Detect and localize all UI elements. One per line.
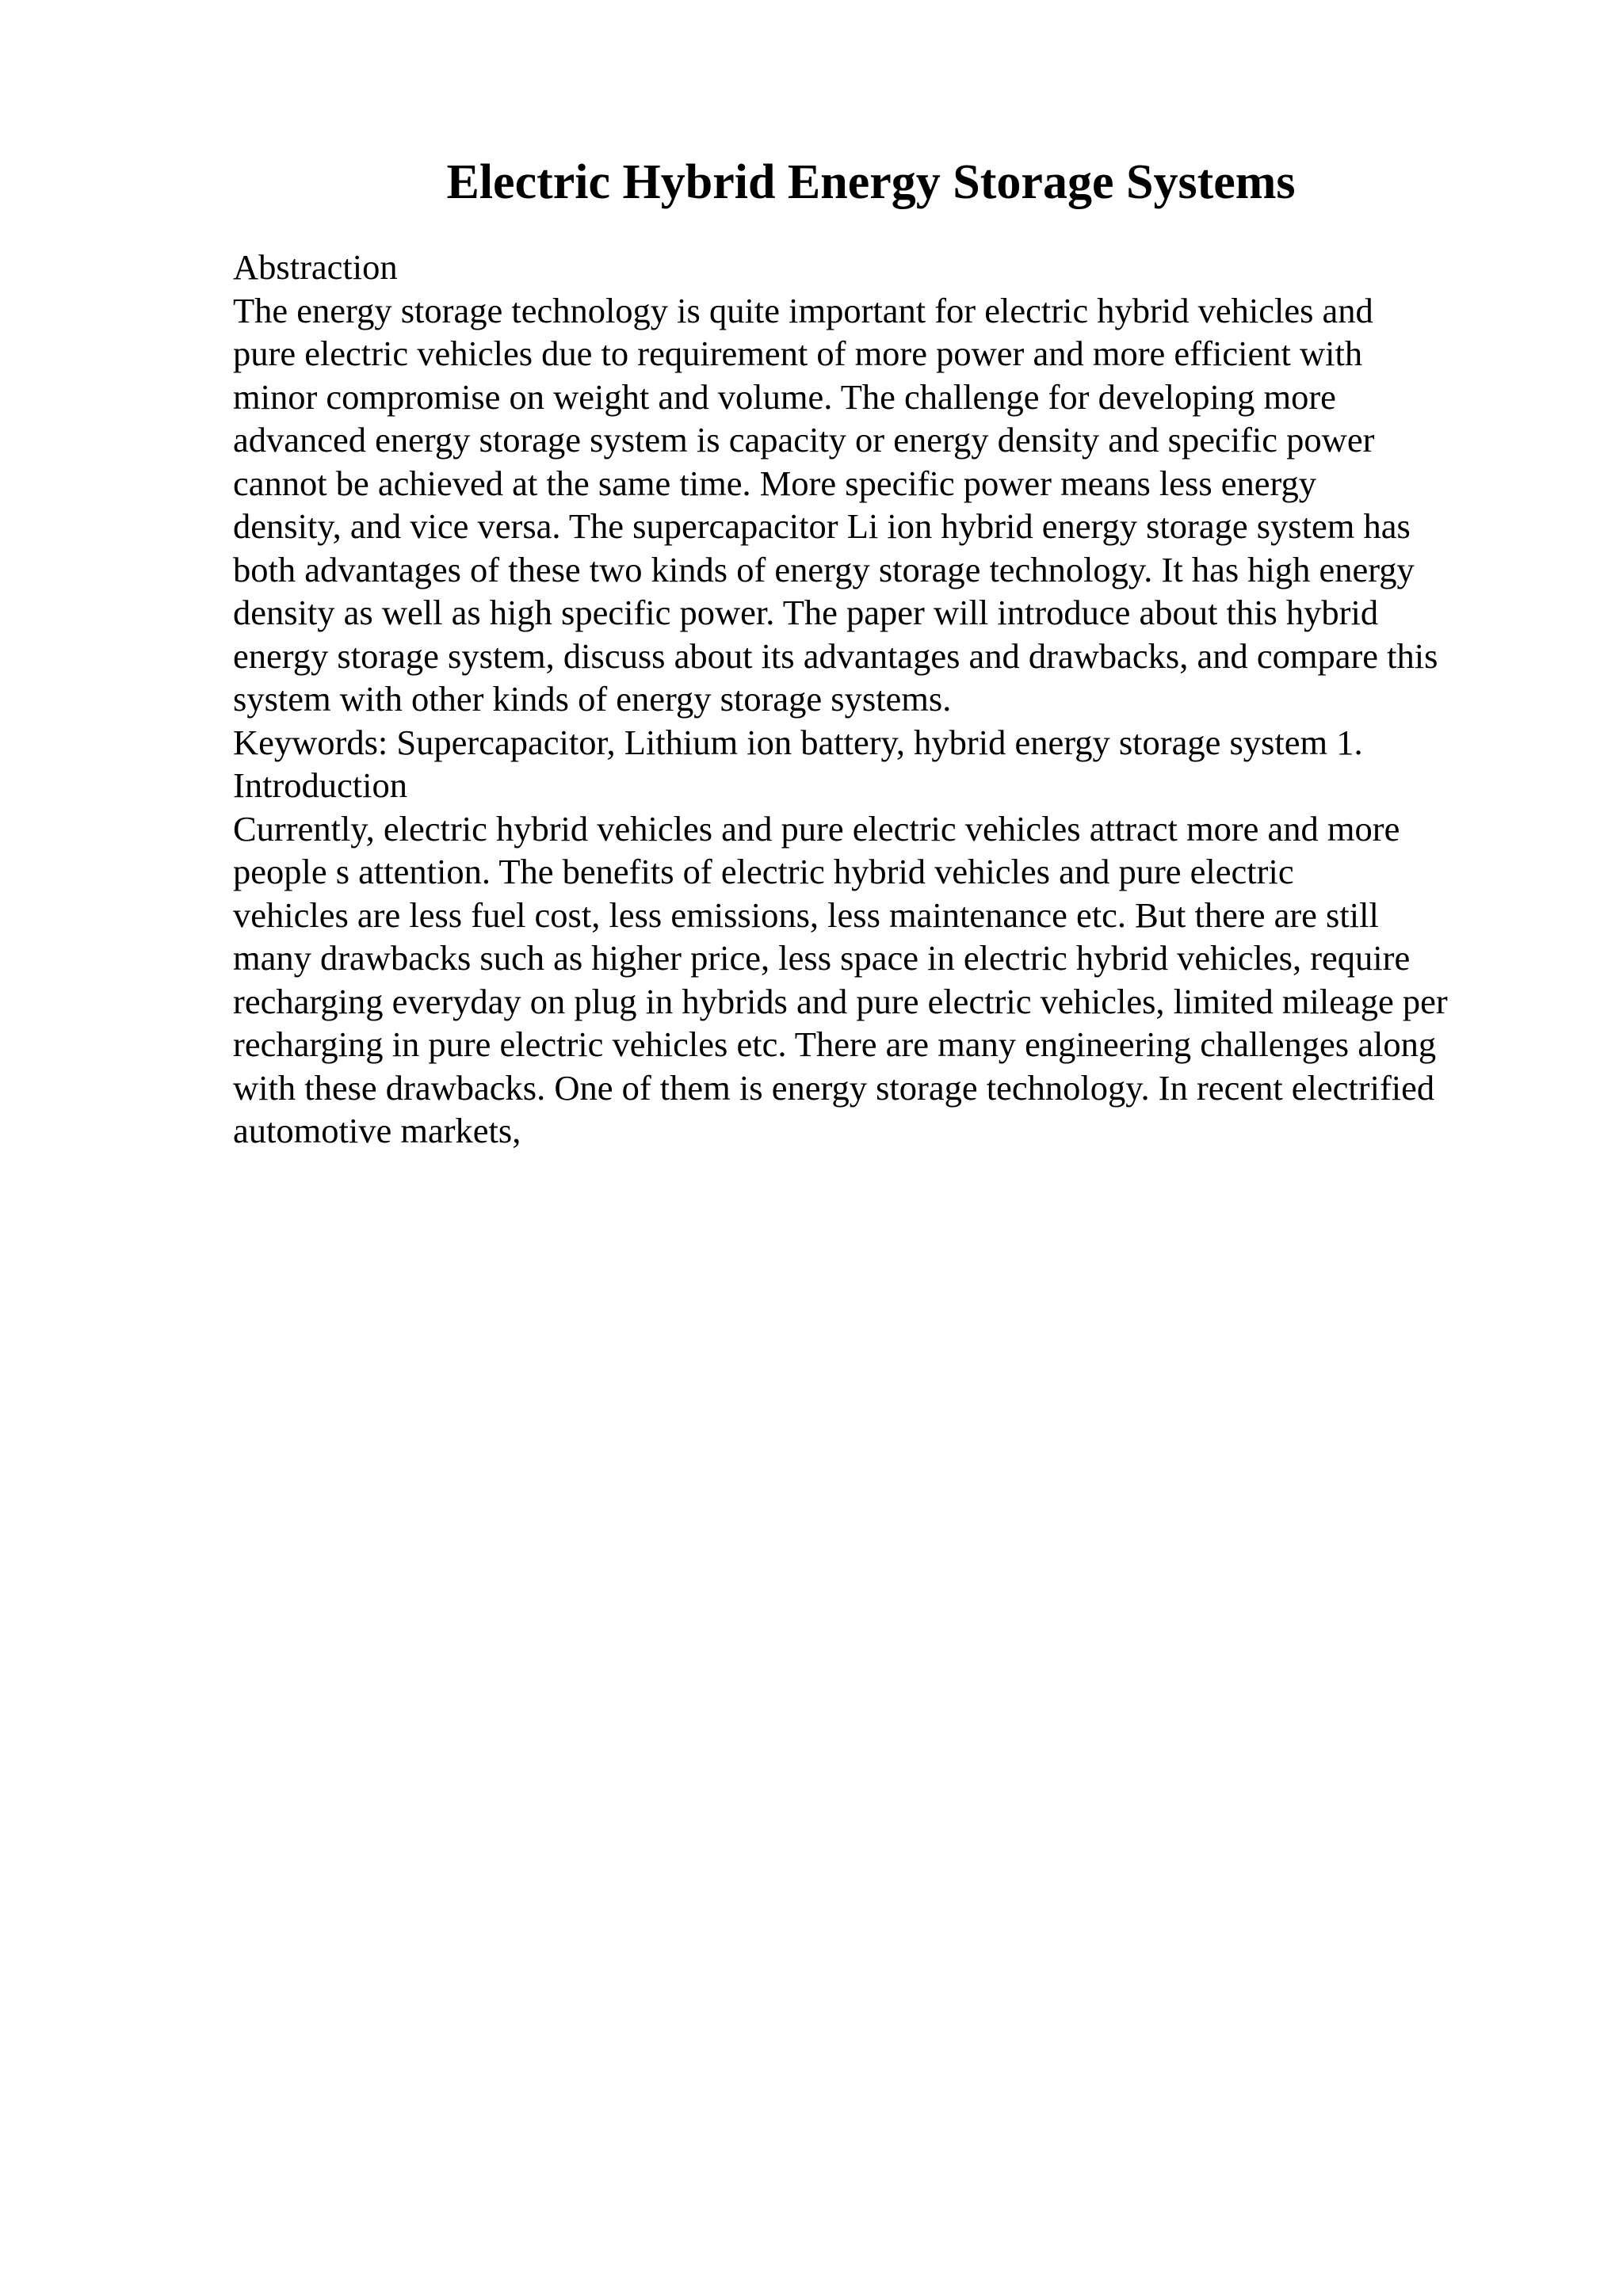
abstract-line: density as well as high specific power. The paper will introduce about this hybrid bbox=[233, 593, 1379, 632]
abstract-line: energy storage system, discuss about its advantages and drawbacks, and compare this bbox=[233, 635, 1438, 676]
introduction-line: recharging in pure electric vehicles etc. There are many engineering challenges along bbox=[233, 1024, 1437, 1064]
abstract-line: pure electric vehicles due to requirement of more power and more efficient with bbox=[233, 334, 1363, 373]
abstract-line: minor compromise on weight and volume. The challenge for developing more bbox=[233, 376, 1336, 417]
section-heading-introduction: Introduction bbox=[233, 765, 407, 805]
document-title: Electric Hybrid Energy Storage Systems bbox=[446, 155, 1296, 209]
abstract-line: density, and vice versa. The supercapacitor Li ion hybrid energy storage system has bbox=[233, 506, 1411, 546]
abstract-line: cannot be achieved at the same time. More specific power means less energy bbox=[233, 463, 1317, 503]
abstract-line: system with other kinds of energy storage systems. bbox=[233, 679, 952, 719]
abstract-line: The energy storage technology is quite important for electric hybrid vehicles and bbox=[233, 290, 1373, 330]
keywords-line: Keywords: Supercapacitor, Lithium ion battery, hybrid energy storage system 1. bbox=[233, 722, 1363, 762]
introduction-line: recharging everyday on plug in hybrids and pure electric vehicles, limited mileage per bbox=[233, 981, 1448, 1021]
document-body bbox=[233, 246, 1541, 1153]
introduction-line: with these drawbacks. One of them is energy storage technology. In recent electrified bbox=[233, 1067, 1435, 1108]
abstract-line: both advantages of these two kinds of energy storage technology. It has high energy bbox=[233, 549, 1415, 589]
introduction-line: Currently, electric hybrid vehicles and pure electric vehicles attract more and more bbox=[233, 808, 1400, 849]
introduction-line: people s attention. The benefits of electric hybrid vehicles and pure electric bbox=[233, 852, 1294, 891]
section-heading-abstraction: Abstraction bbox=[233, 247, 398, 287]
introduction-line: vehicles are less fuel cost, less emissions, less maintenance etc. But there are still bbox=[233, 894, 1379, 935]
abstract-line: advanced energy storage system is capacity or energy density and specific power bbox=[233, 420, 1375, 460]
introduction-line: many drawbacks such as higher price, less space in electric hybrid vehicles, require bbox=[233, 938, 1411, 978]
introduction-line: automotive markets, bbox=[233, 1111, 521, 1150]
